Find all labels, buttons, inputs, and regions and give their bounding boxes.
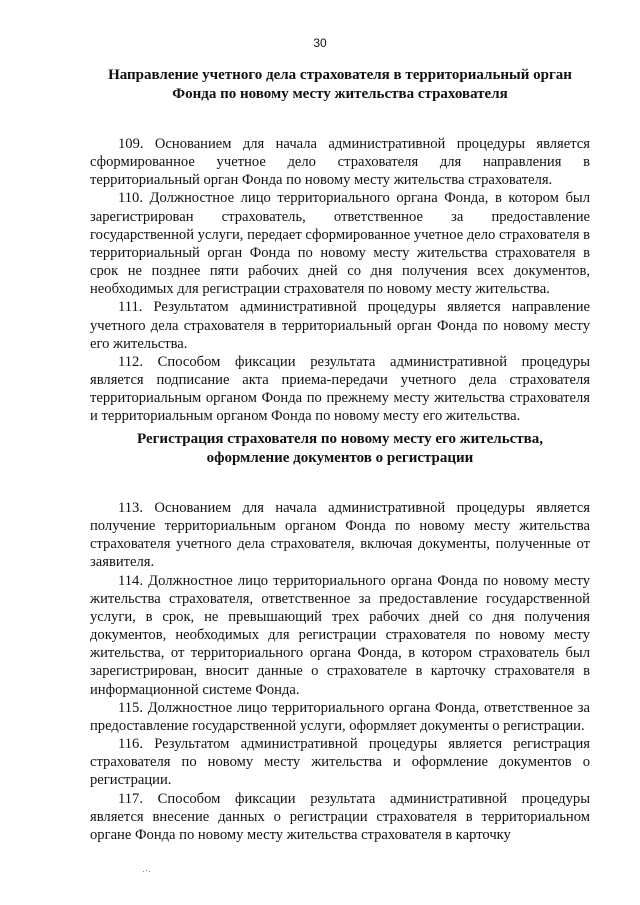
paragraph-113: 113. Основанием для начала административной процедуры является получение территориальным органом Фонда по новому месту жительства страхователя учетного дела страхователя, включая документы, полученные от заявителя. [90,500,590,571]
paragraph-111: 111. Результатом административной процедуры является направление учетного дела страхователя в территориальный орган Фонда по новому месту его жительства. [90,299,590,352]
paragraph-115: 115. Должностное лицо территориального органа Фонда, ответственное за предоставление государственной услуги, оформляет документы о регистрации. [90,699,590,734]
section-transfer-file [90,66,590,426]
paragraph-114: 114. Должностное лицо территориального органа Фонда по новому месту жительства страхователя, ответственное за предоставление государственной услуги, в срок, не превышающий трех рабочих дней со дня получения документов, необходимых для регистрации страхователя по новому месту жительства, от территориального органа Фонда, в котором страхователь был зарегистрирован, вносит данные о страхователе в карточку страхователя в информационной системе Фонда. [90,572,590,698]
paragraph-112: 112. Способом фиксации результата административной процедуры является подписание акта приема-передачи учетного дела страхователя территориальным органом Фонда по прежнему месту жительства страхователя и территориальным органом Фонда по новому месту его жительства. [90,353,590,425]
section-heading [90,66,590,104]
heading-line: Регистрация страхователя по новому месту его жительства, [137,431,543,447]
heading-line: Направление учетного дела страхователя в территориальный орган [108,67,572,83]
paragraph-117: 117. Способом фиксации результата административной процедуры является внесение данных о регистрации страхователя в территориальном органе Фонда по новому месту жительства страхователя в карточку [90,790,590,843]
heading-line: оформление документов о регистрации [206,450,474,466]
paragraph-116: 116. Результатом административной процедуры является регистрация страхователя по новому месту жительства и оформление документов о регистрации. [90,736,590,789]
paragraph-109: 109. Основанием для начала административной процедуры является сформированное учетное дело страхователя для направления в территориальный орган Фонда по новому месту жительства страхователя. [90,136,590,189]
scan-speck [143,870,151,872]
section-registration [90,430,590,844]
section-heading [90,430,590,468]
paragraph-110: 110. Должностное лицо территориального органа Фонда, в котором был зарегистрирован страхователь, ответственное за предоставление государственной услуги, передает сформированное учетное дело страхователя в территориальный орган Фонда по новому месту жительства страхователя в срок не позднее пяти рабочих дней со дня получения всех документов, необходимых для регистрации страхователя по новому месту жительства. [90,190,590,298]
page-number: 30 [313,36,327,50]
heading-line: Фонда по новому месту жительства страхователя [172,86,508,102]
